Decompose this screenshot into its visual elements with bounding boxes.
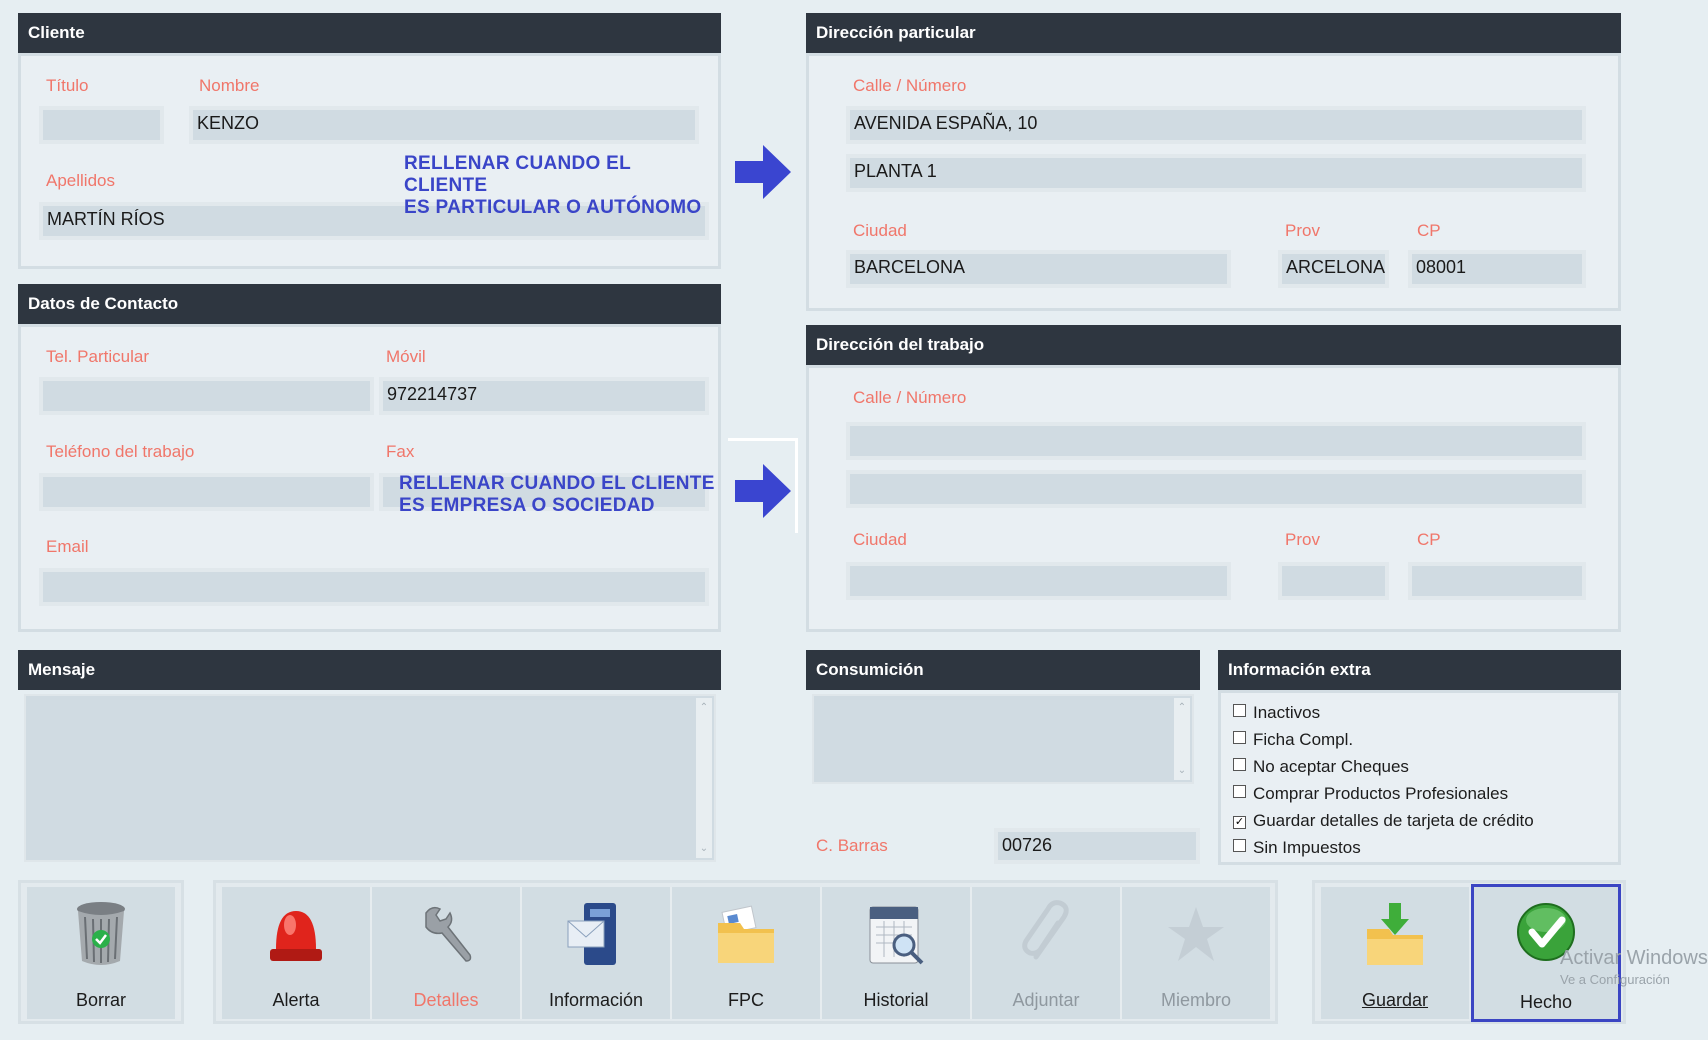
- scroll-down-icon[interactable]: ⌄: [1177, 765, 1187, 776]
- titulo-label: Título: [46, 76, 89, 95]
- empresa-note-line2: ES EMPRESA O SOCIEDAD: [399, 495, 655, 516]
- checkbox-label: Sin Impuestos: [1253, 838, 1361, 857]
- barras-label: C. Barras: [816, 836, 888, 855]
- trash-bin-icon: [71, 899, 131, 969]
- mensaje-textarea[interactable]: [24, 694, 716, 862]
- telefono-trabajo-field[interactable]: [39, 473, 374, 511]
- panel-direccion-particular: [806, 13, 1621, 311]
- alerta-button[interactable]: [222, 887, 370, 1019]
- panel-direccion-trabajo-header: Dirección del trabajo: [806, 325, 1621, 365]
- cp-field[interactable]: 08001: [1408, 250, 1586, 288]
- checkbox-label: Comprar Productos Profesionales: [1253, 784, 1509, 803]
- calle-label: Calle / Número: [853, 388, 967, 407]
- fpc-label: FPC: [728, 990, 764, 1010]
- prov-label: Prov: [1285, 221, 1320, 240]
- nombre-label: Nombre: [199, 76, 260, 95]
- panel-direccion-particular-header: Dirección particular: [806, 13, 1621, 53]
- detalles-button[interactable]: [372, 887, 520, 1019]
- calle-field-2[interactable]: PLANTA 1: [846, 154, 1586, 192]
- checkbox-ficha-compl[interactable]: [1233, 728, 1353, 752]
- apellidos-label: Apellidos: [46, 171, 115, 190]
- checkbox-guardar-tarjeta[interactable]: [1233, 809, 1534, 833]
- checkbox-box-checked[interactable]: ✓: [1234, 816, 1245, 828]
- prov-label: Prov: [1285, 530, 1320, 549]
- ciudad-label: Ciudad: [853, 221, 907, 240]
- mailbox-icon: [566, 899, 626, 969]
- watermark-line2: Ve a Configuración: [1560, 972, 1670, 987]
- prov-field[interactable]: [1278, 562, 1389, 600]
- checkbox-comprar-productos[interactable]: [1233, 782, 1508, 806]
- panel-mensaje: [18, 650, 721, 865]
- hecho-button[interactable]: [1471, 884, 1708, 1022]
- informacion-button[interactable]: [522, 887, 670, 1019]
- informacion-label: Información: [548, 990, 644, 1010]
- tel-particular-label: Tel. Particular: [46, 347, 149, 366]
- panel-informacion-extra-header: Información extra: [1218, 650, 1621, 690]
- empresa-note-line1: RELLENAR CUANDO EL CLIENTE: [399, 473, 715, 494]
- detalles-label: Detalles: [413, 990, 479, 1010]
- checkbox-label: No aceptar Cheques: [1253, 757, 1409, 776]
- ciudad-field[interactable]: BARCELONA: [846, 250, 1231, 288]
- checkbox-inactivos[interactable]: [1233, 701, 1320, 725]
- paperclip-icon: [1016, 899, 1076, 969]
- panel-consumicion-header: Consumición: [806, 650, 1200, 690]
- ciudad-field[interactable]: [846, 562, 1231, 600]
- scroll-up-icon[interactable]: ⌃: [699, 702, 709, 713]
- historial-label: Historial: [863, 990, 929, 1010]
- folder-icon: [716, 899, 776, 969]
- alerta-label: Alerta: [272, 990, 320, 1010]
- fax-label: Fax: [386, 442, 415, 461]
- guardar-label: Guardar: [1361, 990, 1429, 1010]
- panel-informacion-extra: [1218, 650, 1621, 865]
- barras-field[interactable]: 00726: [994, 828, 1200, 864]
- email-label: Email: [46, 537, 89, 556]
- panel-informacion-extra-body: [1218, 690, 1621, 865]
- toolbar-group-main: [213, 880, 1278, 1024]
- borrar-label: Borrar: [75, 990, 126, 1010]
- calle-field-1[interactable]: [846, 422, 1586, 460]
- titulo-field[interactable]: [39, 106, 164, 144]
- star-icon: [1166, 899, 1226, 969]
- panel-consumicion: [806, 650, 1200, 865]
- cp-label: CP: [1417, 221, 1441, 240]
- cp-label: CP: [1417, 530, 1441, 549]
- empresa-note: [399, 473, 715, 517]
- alarm-light-icon: [266, 899, 326, 969]
- tel-particular-field[interactable]: [39, 377, 374, 415]
- particular-note: [404, 153, 718, 219]
- scrollbar[interactable]: [696, 698, 712, 858]
- miembro-label: Miembro: [1160, 990, 1231, 1010]
- toolbar-group-save: [1312, 880, 1708, 1024]
- arrow-right-icon: [735, 464, 791, 518]
- telefono-trabajo-label: Teléfono del trabajo: [46, 442, 195, 461]
- historial-button[interactable]: [822, 887, 970, 1019]
- calle-field-1[interactable]: AVENIDA ESPAÑA, 10: [846, 106, 1586, 144]
- particular-note-line2: ES PARTICULAR O AUTÓNOMO: [404, 197, 702, 218]
- fpc-button[interactable]: [672, 887, 820, 1019]
- calendar-search-icon: [866, 899, 926, 969]
- adjuntar-button[interactable]: [972, 887, 1120, 1019]
- panel-cliente: [18, 13, 721, 269]
- panel-contacto-body: [18, 324, 721, 632]
- checkbox-label: Inactivos: [1253, 703, 1321, 722]
- guardar-button[interactable]: [1321, 887, 1469, 1019]
- calle-label: Calle / Número: [853, 76, 967, 95]
- scrollbar[interactable]: [1174, 698, 1190, 780]
- checkbox-sin-impuestos[interactable]: [1233, 836, 1361, 860]
- checkbox-box[interactable]: [1233, 704, 1246, 717]
- checkbox-box[interactable]: [1233, 731, 1246, 744]
- email-field[interactable]: [39, 568, 709, 606]
- prov-field[interactable]: ARCELONA: [1278, 250, 1389, 288]
- arrow-right-icon: [735, 145, 791, 199]
- movil-label: Móvil: [386, 347, 426, 366]
- wrench-icon: [416, 899, 476, 969]
- cp-field[interactable]: [1408, 562, 1586, 600]
- hecho-label: Hecho: [1519, 992, 1573, 1012]
- folder-download-icon: [1365, 899, 1425, 969]
- nombre-field[interactable]: KENZO: [189, 106, 699, 144]
- ciudad-label: Ciudad: [853, 530, 907, 549]
- panel-direccion-trabajo-body: [806, 365, 1621, 632]
- particular-note-line1: RELLENAR CUANDO EL CLIENTE: [404, 153, 631, 196]
- scroll-up-icon[interactable]: ⌃: [1177, 702, 1187, 713]
- calle-field-2[interactable]: [846, 470, 1586, 508]
- panel-mensaje-header: Mensaje: [18, 650, 721, 690]
- windows-activation-watermark: [1560, 947, 1708, 987]
- panel-direccion-particular-body: [806, 53, 1621, 311]
- watermark-line1: Activar Windows: [1560, 947, 1708, 969]
- checkbox-box[interactable]: [1233, 785, 1246, 798]
- apellidos-field[interactable]: MARTÍN RÍOS: [39, 202, 709, 240]
- checkbox-label: Ficha Compl.: [1253, 730, 1354, 749]
- checkbox-no-aceptar-cheques[interactable]: [1233, 755, 1409, 779]
- checkbox-box[interactable]: [1233, 758, 1246, 771]
- checkbox-label: Guardar detalles de tarjeta de crédito: [1253, 811, 1534, 830]
- borrar-button[interactable]: [27, 887, 175, 1019]
- panel-cliente-body: [18, 53, 721, 269]
- adjuntar-label: Adjuntar: [1012, 990, 1080, 1010]
- panel-cliente-header: Cliente: [18, 13, 721, 53]
- miembro-button[interactable]: [1122, 887, 1270, 1019]
- panel-direccion-trabajo: [806, 325, 1621, 632]
- panel-contacto: [18, 284, 721, 632]
- scroll-down-icon[interactable]: ⌄: [699, 843, 709, 854]
- toolbar-group-borrar: [18, 880, 184, 1024]
- checkbox-box[interactable]: [1233, 839, 1246, 852]
- consumicion-textarea[interactable]: [812, 694, 1194, 784]
- movil-field[interactable]: 972214737: [379, 377, 709, 415]
- panel-contacto-header: Datos de Contacto: [18, 284, 721, 324]
